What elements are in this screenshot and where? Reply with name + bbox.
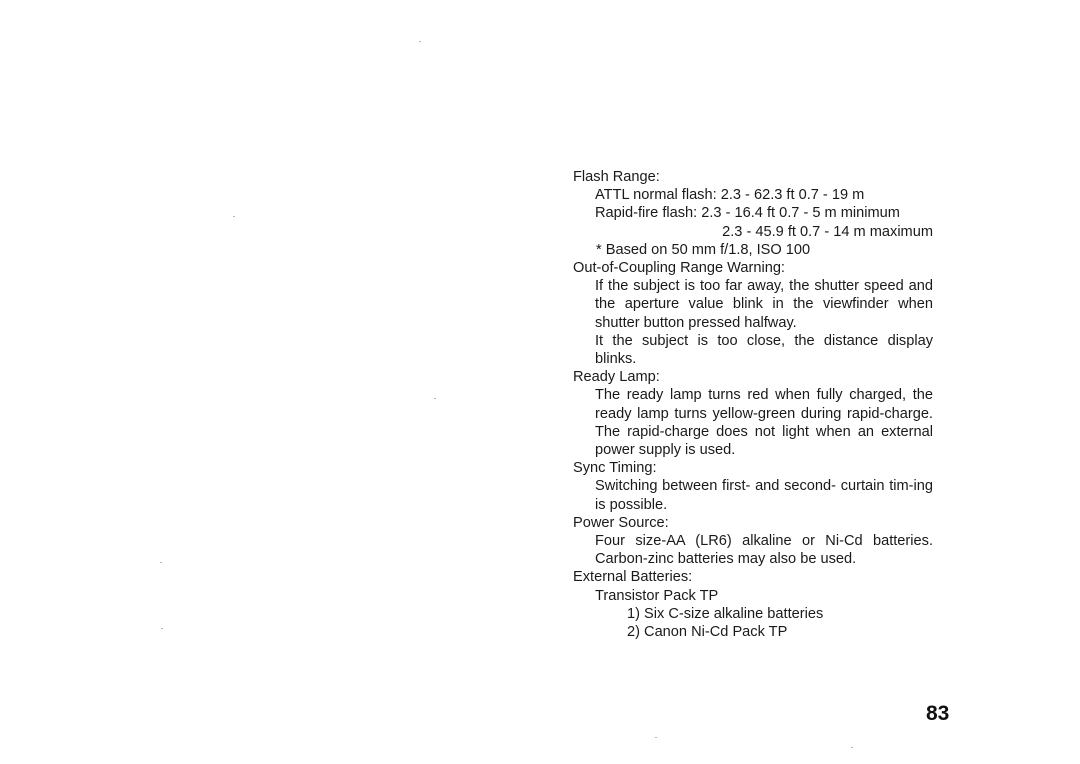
flash-range-heading: Flash Range: — [573, 169, 660, 185]
scan-speck — [233, 216, 235, 217]
external-batteries-item-1: 1) Six C-size alkaline batteries — [627, 605, 824, 622]
external-batteries-item-2: 2) Canon Ni-Cd Pack TP — [627, 624, 788, 641]
out-of-coupling-body — [573, 277, 933, 368]
page-number: 83 — [926, 702, 950, 725]
ready-lamp-heading: Ready Lamp: — [573, 369, 660, 386]
spec-content — [573, 168, 933, 641]
flash-range-note: * Based on 50 mm f/1.8, ISO 100 — [596, 241, 811, 258]
out-of-coupling-section — [573, 259, 933, 368]
flash-range-section — [573, 168, 933, 259]
power-source-section — [573, 514, 933, 569]
ready-lamp-section — [573, 368, 933, 459]
power-source-para: Four size-AA (LR6) alkaline or Ni-Cd batteries. Carbon-zinc batteries may also be used. — [595, 533, 933, 568]
flash-range-rapid-max: 2.3 - 45.9 ft 0.7 - 14 m maximum — [722, 223, 933, 240]
external-batteries-pack: Transistor Pack TP — [595, 587, 719, 604]
scan-speck — [851, 747, 853, 748]
sync-timing-section — [573, 459, 933, 514]
ready-lamp-para: The ready lamp turns red when fully charged, the ready lamp turns yellow-green during rapid-charge. The rapid-charge does not light when an external power supply is used. — [595, 387, 933, 459]
out-of-coupling-para-1: If the subject is too far away, the shutter speed and the aperture value blink in the viewfinder when shutter button pressed halfway. — [595, 278, 933, 331]
power-source-body — [573, 532, 933, 568]
external-batteries-body — [573, 587, 933, 642]
power-source-heading: Power Source: — [573, 514, 669, 531]
scan-speck — [161, 628, 163, 629]
out-of-coupling-heading: Out-of-Coupling Range Warning: — [573, 260, 785, 277]
scan-speck — [419, 41, 421, 42]
external-batteries-section — [573, 568, 933, 641]
flash-range-body — [573, 186, 933, 259]
scan-speck — [655, 737, 657, 738]
sync-timing-heading: Sync Timing: — [573, 460, 657, 477]
scan-speck — [160, 562, 162, 563]
sync-timing-para: Switching between first- and second- curtain tim-ing is possible. — [595, 478, 933, 513]
out-of-coupling-para-2: It the subject is too close, the distance display blinks. — [595, 332, 933, 368]
external-batteries-heading: External Batteries: — [573, 569, 693, 586]
ready-lamp-body — [573, 386, 933, 459]
flash-range-normal: ATTL normal flash: 2.3 - 62.3 ft 0.7 - 19 m — [595, 187, 865, 204]
flash-range-rapid: Rapid-fire flash: 2.3 - 16.4 ft 0.7 - 5 m minimum — [595, 205, 900, 222]
scan-speck — [434, 398, 436, 399]
sync-timing-body — [573, 477, 933, 513]
